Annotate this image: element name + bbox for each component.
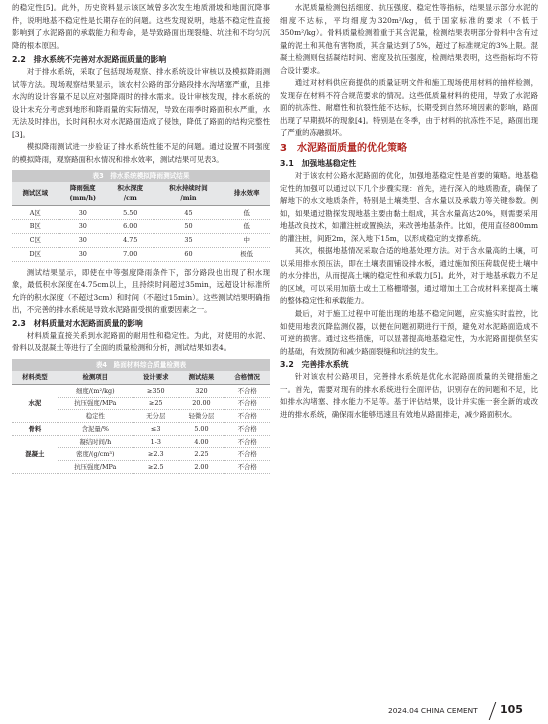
table-cell: 5.00 bbox=[179, 422, 225, 435]
header-line bbox=[117, 184, 143, 202]
table-cell: 细度/(m²/kg) bbox=[58, 384, 133, 397]
paragraph: 的稳定性[5]。此外，历史资料显示该区域曾多次发生地质滑坡和地面沉降事件，说明地基不稳定性是长期存在的问题。这些发现说明，地基不稳定性直接影响到了水泥路面的承载能力和寿命，是导致路面出现裂缝、坑洼和不均匀沉降的根本原因。 bbox=[12, 3, 270, 50]
paragraph: 对于排水系统，采取了包括现场观察、排水系统设计审核以及模拟降雨测试等方法。现场观察结果显示，该农村公路的部分路段排水沟堵塞严重，且排水沟的设计容量不足以应对强降雨时的排水需求。设计审核发现，排水系统的设计未充分考虑到地形和降雨量的实际情况，导致在雨季时路面积水严重，水无法及时排出，长时间积水对水泥路面造成了侵蚀，降低了路面的结构完整性[3]。 bbox=[12, 67, 270, 139]
header-line-part: 积水持续时间 bbox=[169, 184, 208, 193]
table-cell: 稳定性 bbox=[58, 410, 133, 423]
table-cell: 2.00 bbox=[179, 461, 225, 474]
table-cell: 45 bbox=[154, 206, 224, 220]
header-line-part: 降雨强度 bbox=[69, 184, 96, 193]
table-3-caption: 表3 排水系统模拟降雨测试结果 bbox=[12, 170, 270, 182]
table-cell: 30 bbox=[59, 233, 107, 247]
table-cell: 低 bbox=[223, 206, 270, 220]
table-cell: 4.75 bbox=[107, 233, 154, 247]
table-cell: 35 bbox=[154, 233, 224, 247]
table-row bbox=[12, 435, 270, 448]
table-header-cell: 合格情况 bbox=[224, 371, 270, 385]
table-row bbox=[12, 206, 270, 220]
table-3 bbox=[12, 170, 270, 262]
footer-issue bbox=[388, 706, 478, 715]
table-cell: 6.00 bbox=[107, 219, 154, 233]
table-cell: ≥2.5 bbox=[133, 461, 179, 474]
table-cell: 2.25 bbox=[179, 448, 225, 461]
section-heading-2-3: 2.3 材料质量对水泥路面质量的影响 bbox=[12, 318, 143, 328]
table-cell: 30 bbox=[59, 219, 107, 233]
table-row bbox=[12, 422, 270, 435]
material-type-cell: 骨料 bbox=[12, 422, 58, 435]
table-cell: A区 bbox=[12, 206, 59, 220]
paragraph: 对于该农村公路水泥路面的优化，加强地基稳定性是首要的策略。地基稳定性的加强可以通过以下几个步骤实现：首先，进行深入的地质勘查，确保了解地下的水文地质条件，特别是土壤类型、含水量以及承载力等关键参数。例如，如果通过勘探发现地基主要由黏土组成，其含水量高达20%，则需要采用地基改良技术，如灌注桩或置换法，来改善地基条件。比如，使用直径800mm的灌注桩，间距2m，深入地下15m，以形成稳定的支撑系统。 bbox=[280, 171, 538, 243]
table-cell: 320 bbox=[179, 384, 225, 397]
table-header-cell: 设计要求 bbox=[133, 371, 179, 385]
table-cell: ≥350 bbox=[133, 384, 179, 397]
section-heading-3: 3 水泥路面质量的优化策略 bbox=[280, 143, 407, 155]
table-cell: 无分层 bbox=[133, 410, 179, 423]
paragraph: 测试结果显示，即使在中等强度降雨条件下，部分路段也出现了积水现象，最低积水深度在4.75cm以上，且持续时间超过35min，远超设计标准所允许的积水深度（不超过3cm）和时间（不超过15min）。这些测试结果明确指出，不完善的排水系统是导致水泥路面受损的重要因素之一。 bbox=[12, 267, 270, 315]
table-cell: 不合格 bbox=[224, 461, 270, 474]
right-column bbox=[280, 0, 538, 421]
table-header-cell: 测试结果 bbox=[179, 371, 225, 385]
table-cell: 20.00 bbox=[179, 397, 225, 410]
footer-journal-name: CHINA CEMENT bbox=[420, 706, 478, 715]
header-line-part: /min bbox=[180, 194, 197, 203]
footer-divider bbox=[489, 702, 497, 720]
section-heading-2-2: 2.2 排水系统不完善对水泥路面质量的影响 bbox=[12, 55, 167, 65]
table-row bbox=[12, 384, 270, 397]
paragraph: 水泥质量检测包括细度、抗压强度、稳定性等指标，结果显示部分水泥的细度不达标，平均细度为320m²/kg，低于国家标准的要求（不低于350m²/kg）。骨料质量检测着重于其含泥量，检测结果表明部分骨料中含有过量的泥土和其他有害物质，其含量达到了5%，超过了标准规定的3%上限。混凝土检测则包括凝结时间、密度及抗压强度，检测结果表明，这些指标均不符合设计要求。 bbox=[280, 3, 538, 75]
table-cell: 50 bbox=[154, 219, 224, 233]
table-cell: 抗压强度/MPa bbox=[58, 461, 133, 474]
table-cell: 轻微分层 bbox=[179, 410, 225, 423]
table-row bbox=[12, 247, 270, 261]
header-line-part: 积水深度 bbox=[117, 184, 144, 193]
table-4-caption: 表4 路面材料综合质量检测表 bbox=[12, 359, 270, 371]
table-cell: D区 bbox=[12, 247, 59, 261]
table-header-cell bbox=[154, 182, 224, 206]
table-cell: 不合格 bbox=[224, 410, 270, 423]
table-header-cell bbox=[107, 182, 154, 206]
table-cell: ≥2.3 bbox=[133, 448, 179, 461]
table-cell: ≤3 bbox=[133, 422, 179, 435]
table-cell: 30 bbox=[59, 247, 107, 261]
section-heading-3-1: 3.1 加强地基稳定性 bbox=[280, 159, 357, 169]
table-header-cell: 排水效率 bbox=[223, 182, 270, 206]
table-4-body bbox=[12, 384, 270, 473]
table-cell: 5.50 bbox=[107, 206, 154, 220]
table-header-cell: 检测项目 bbox=[58, 371, 133, 385]
table-4 bbox=[12, 359, 270, 474]
table-cell: 低 bbox=[223, 219, 270, 233]
page-footer bbox=[388, 700, 548, 724]
section-heading-3-2: 3.2 完善排水系统 bbox=[280, 360, 349, 370]
table-cell: 不合格 bbox=[224, 397, 270, 410]
footer-issue-date: 2024.04 bbox=[388, 706, 419, 715]
table-cell: B区 bbox=[12, 219, 59, 233]
table-cell: 60 bbox=[154, 247, 224, 261]
page-number: 105 bbox=[500, 703, 523, 716]
table-header-cell bbox=[59, 182, 107, 206]
header-line-part: (mm/h) bbox=[69, 194, 97, 203]
header-line bbox=[169, 184, 207, 202]
table-3-body bbox=[12, 206, 270, 262]
table-row bbox=[12, 219, 270, 233]
paragraph: 模拟降雨测试进一步验证了排水系统性能不足的问题。通过设置不同强度的模拟降雨，观察路面积水情况和排水效率，测试结果可见表3。 bbox=[12, 142, 270, 165]
material-type-cell: 混凝土 bbox=[12, 435, 58, 473]
table-cell: 中 bbox=[223, 233, 270, 247]
table-cell: 30 bbox=[59, 206, 107, 220]
paragraph: 针对该农村公路项目，完善排水系统是优化水泥路面质量的关键措施之一。首先，需要对现有的排水系统进行全面评估，识别存在的问题和不足，比如排水沟堵塞、排水能力不足等。基于评估结果，设计并实施一套全新的或改进的排水系统，确保雨水能够迅速且有效地从路面排走，减少路面积水。 bbox=[280, 372, 538, 419]
table-header-cell: 测试区域 bbox=[12, 182, 59, 206]
table-header-cell: 材料类型 bbox=[12, 371, 58, 385]
paragraph: 通过对材料供应商提供的质量证明文件和施工现场使用材料的抽样检测，发现存在材料不符合规范要求的情况。这些低质量材料的使用，导致了水泥路面的抗冻性、耐磨性和抗裂性能不达标，长期受到自然环境因素的影响，路面出现了早期损坏的现象[4]。特别是在冬季，由于材料的抗冻性不足，路面出现了严重的冻融损坏。 bbox=[280, 78, 538, 138]
table-3-grid bbox=[12, 182, 270, 262]
table-cell: 极低 bbox=[223, 247, 270, 261]
table-cell: 凝结时间/h bbox=[58, 435, 133, 448]
left-column bbox=[12, 0, 270, 474]
table-cell: 密度/(g/cm³) bbox=[58, 448, 133, 461]
table-cell: 不合格 bbox=[224, 435, 270, 448]
table-cell: 含泥量/% bbox=[58, 422, 133, 435]
table-row bbox=[12, 233, 270, 247]
table-cell: ≥25 bbox=[133, 397, 179, 410]
table-cell: 1-3 bbox=[133, 435, 179, 448]
table-cell: 4.00 bbox=[179, 435, 225, 448]
table-cell: 不合格 bbox=[224, 422, 270, 435]
header-line bbox=[69, 184, 96, 202]
table-cell: 不合格 bbox=[224, 384, 270, 397]
paragraph: 最后，对于施工过程中可能出现的地基不稳定问题，应实施实时监控，比如使用地表沉降监测仪器，以便在问题初期进行干预，避免对水泥路面造成不可逆的损害。通过这些措施，可以显著提高地基稳定性，为水泥路面提供坚实的基础，有效预防和减少路面裂缝和坑洼的发生。 bbox=[280, 309, 538, 356]
header-line-part: /cm bbox=[123, 194, 137, 203]
table-cell: 7.00 bbox=[107, 247, 154, 261]
table-cell: C区 bbox=[12, 233, 59, 247]
table-cell: 不合格 bbox=[224, 448, 270, 461]
table-cell: 抗压强度/MPa bbox=[58, 397, 133, 410]
paragraph: 材料质量直接关系到水泥路面的耐用性和稳定性。为此，对使用的水泥、骨料以及混凝土等进行了全面的质量检测和分析，测试结果如表4。 bbox=[12, 330, 270, 353]
table-4-grid bbox=[12, 371, 270, 474]
paragraph: 其次，根据地基情况采取合适的地基处理方法。对于含水量高的土壤，可以采用排水预压法，即在土壤表面铺设排水板，通过施加预压荷载促使土壤中的水分排出，从而提高土壤的稳定性和承载力[5]。此外，对于地基承载力不足的区域，可以采用加筋土或土工格栅增强，通过增加土工合成材料来提高土壤的整体稳定性和承载能力。 bbox=[280, 246, 538, 306]
material-type-cell: 水泥 bbox=[12, 384, 58, 422]
